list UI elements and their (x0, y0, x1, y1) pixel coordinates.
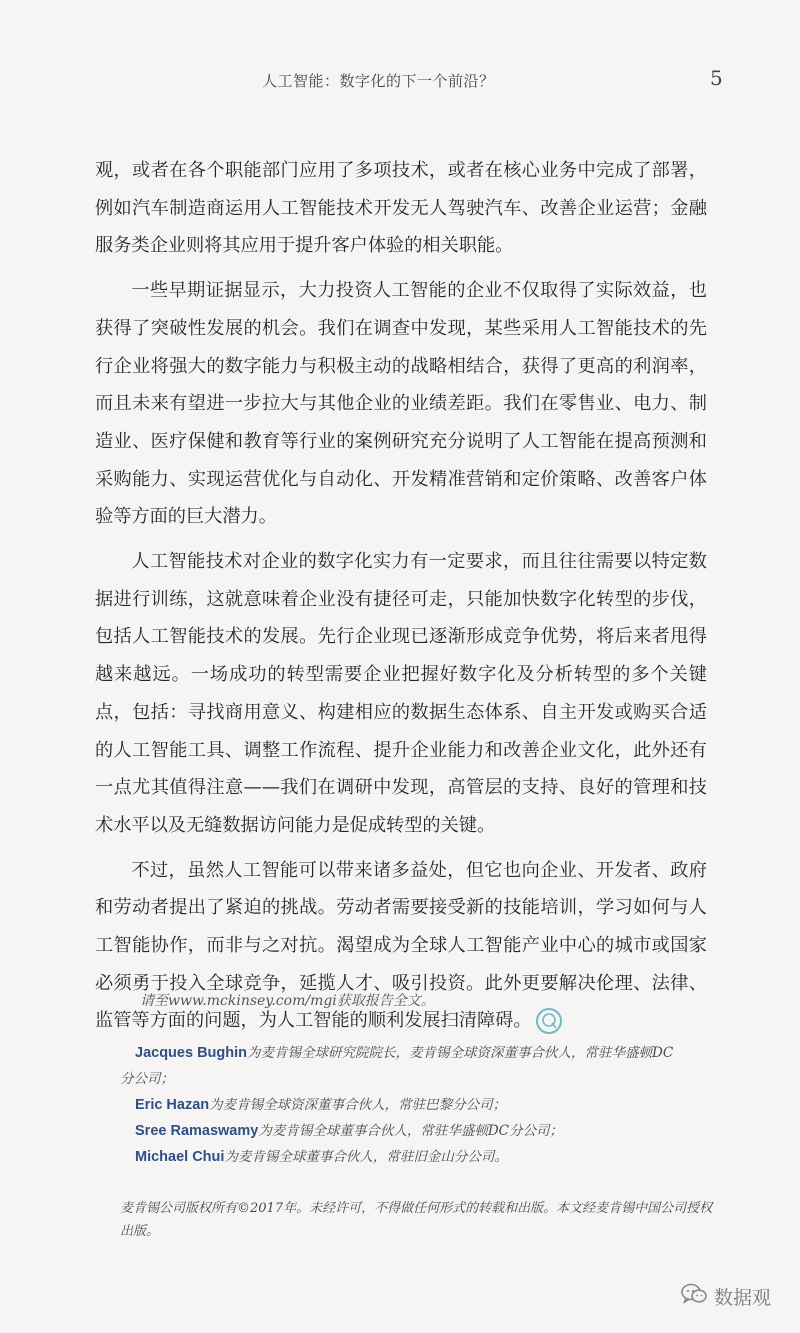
paragraph-2: 一些早期证据显示，大力投资人工智能的企业不仅取得了实际效益，也获得了突破性发展的机会。我们在调查中发现，某些采用人工智能技术的先行企业将强大的数字能力与积极主动的战略相结合，获得了更高的利润率，而且未来有望进一步拉大与其他企业的业绩差距。我们在零售业、电力、制造业、医疗保健和教育等行业的案例研究充分说明了人工智能在提高预测和采购能力、实现运营优化与自动化、开发精准营销和定价策略、改善客户体验等方面的巨大潜力。 (95, 280, 707, 528)
author-entry-continuation (120, 1066, 720, 1092)
author-entry (120, 1144, 720, 1170)
running-title: 人工智能：数字化的下一个前沿？ (262, 72, 495, 90)
author-name: Sree Ramaswamy (135, 1123, 259, 1139)
author-name: Michael Chui (135, 1149, 225, 1165)
page-header (0, 66, 800, 94)
end-mark-icon (536, 1008, 562, 1034)
article-body (95, 152, 707, 1047)
author-name: Jacques Bughin (135, 1045, 247, 1061)
full-report-link-text: 请至www.mckinsey.com/mgi获取报告全文。 (140, 993, 435, 1009)
watermark-text: 数据观 (714, 1286, 772, 1309)
author-name: Eric Hazan (135, 1097, 210, 1113)
author-desc: 为麦肯锡全球董事合伙人，常驻华盛顿DC分公司； (258, 1123, 563, 1139)
author-entry (120, 1092, 720, 1118)
page-number: 5 (710, 66, 723, 90)
author-desc: 为麦肯锡全球董事合伙人，常驻旧金山分公司。 (224, 1149, 508, 1165)
author-entry (120, 1118, 720, 1144)
author-desc: 为麦肯锡全球资深董事合伙人，常驻巴黎分公司； (209, 1097, 507, 1113)
wechat-icon (680, 1282, 708, 1310)
copyright-notice: 麦肯锡公司版权所有©2017年。未经许可，不得做任何形式的转载和出版。本文经麦肯锡中国公司授权出版。 (120, 1201, 713, 1239)
watermark (680, 1282, 771, 1310)
author-desc: 为麦肯锡全球研究院院长，麦肯锡全球资深董事合伙人，常驻华盛顿DC (247, 1045, 674, 1061)
author-desc-wrap: 分公司； (120, 1071, 174, 1087)
paragraph-4 (95, 852, 707, 1041)
author-list (120, 1040, 720, 1170)
paragraph-4-text: 不过，虽然人工智能可以带来诸多益处，但它也向企业、开发者、政府和劳动者提出了紧迫的挑战。劳动者需要接受新的技能培训，学习如何与人工智能协作，而非与之对抗。渴望成为全球人工智能产业中心的城市或国家必须勇于投入全球竞争，延揽人才、吸引投资。此外更要解决伦理、法律、监管等方面的问题，为人工智能的顺利发展扫清障碍。 (95, 859, 707, 1032)
author-entry (120, 1040, 720, 1066)
paragraph-3: 人工智能技术对企业的数字化实力有一定要求，而且往往需要以特定数据进行训练，这就意味着企业没有捷径可走，只能加快数字化转型的步伐，包括人工智能技术的发展。先行企业现已逐渐形成竞争优势，将后来者甩得越来越远。一场成功的转型需要企业把握好数字化及分析转型的多个关键点，包括：寻找商用意义、构建相应的数据生态体系、自主开发或购买合适的人工智能工具、调整工作流程、提升企业能力和改善企业文化，此外还有一点尤其值得注意——我们在调研中发现，高管层的支持、良好的管理和技术水平以及无缝数据访问能力是促成转型的关键。 (95, 551, 707, 836)
paragraph-1: 观，或者在各个职能部门应用了多项技术，或者在核心业务中完成了部署，例如汽车制造商运用人工智能技术开发无人驾驶汽车、改善企业运营；金融服务类企业则将其应用于提升客户体验的相关职能。 (95, 160, 707, 257)
